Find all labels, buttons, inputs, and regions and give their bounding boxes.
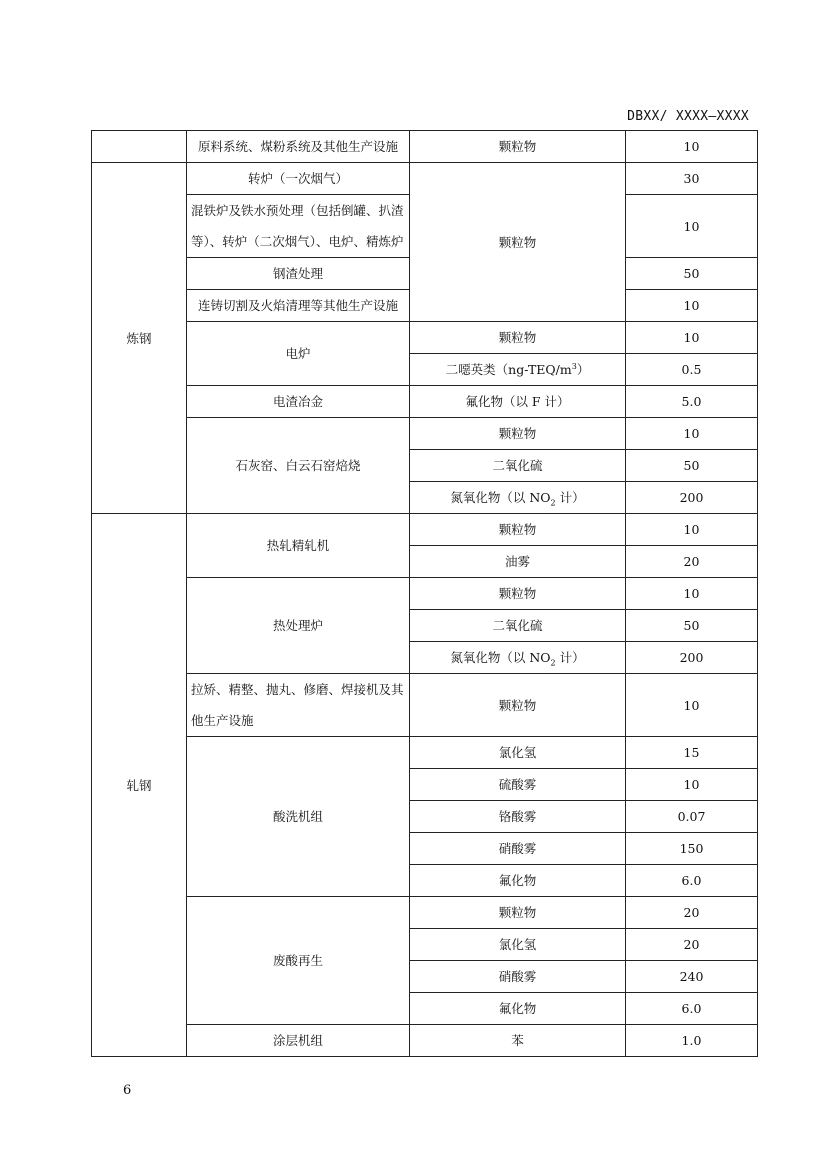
process-cell	[92, 131, 187, 163]
page-number: 6	[123, 1083, 132, 1098]
pollutant-text: 二噁英类（ng-TEQ/m	[445, 362, 572, 377]
facility-cell: 电炉	[187, 322, 410, 386]
limit-value-cell: 150	[626, 833, 758, 865]
facility-cell: 酸洗机组	[187, 737, 410, 897]
pollutant-cell: 铬酸雾	[410, 801, 626, 833]
pollutant-cell: 颗粒物	[410, 578, 626, 610]
table-row	[92, 131, 758, 163]
table-row	[92, 418, 758, 450]
subscript: 2	[550, 658, 556, 668]
limit-value-cell: 1.0	[626, 1025, 758, 1057]
limit-value-cell: 10	[626, 674, 758, 737]
facility-line: 等）、转炉（二次烟气）、电炉、精炼炉	[191, 234, 404, 249]
table-row	[92, 386, 758, 418]
pollutant-cell: 二氧化硫	[410, 450, 626, 482]
process-cell-lianggang: 炼钢	[92, 163, 187, 514]
limit-value-cell: 10	[626, 195, 758, 258]
facility-cell: 热处理炉	[187, 578, 410, 674]
pollutant-text: ）	[576, 362, 590, 377]
limit-value-cell: 20	[626, 546, 758, 578]
pollutant-cell: 二氧化硫	[410, 610, 626, 642]
pollutant-cell	[410, 354, 626, 386]
pollutant-cell: 硝酸雾	[410, 961, 626, 993]
pollutant-cell: 颗粒物	[410, 418, 626, 450]
table-row	[92, 322, 758, 354]
pollutant-cell: 苯	[410, 1025, 626, 1057]
pollutant-text: 氮氧化物（以 NO	[450, 490, 551, 505]
pollutant-cell: 油雾	[410, 546, 626, 578]
pollutant-cell: 氟化物（以 F 计）	[410, 386, 626, 418]
limit-value-cell: 0.5	[626, 354, 758, 386]
limit-value-cell: 20	[626, 929, 758, 961]
pollutant-text: 氮氧化物（以 NO	[450, 650, 551, 665]
facility-cell: 石灰窑、白云石窑焙烧	[187, 418, 410, 514]
pollutant-cell	[410, 642, 626, 674]
pollutant-text: 计）	[555, 490, 585, 505]
pollutant-text: 计）	[555, 650, 585, 665]
pollutant-cell: 氟化物	[410, 993, 626, 1025]
facility-line: 他生产设施	[191, 713, 254, 728]
limit-value-cell: 5.0	[626, 386, 758, 418]
pollutant-cell: 硫酸雾	[410, 769, 626, 801]
facility-line: 拉矫、精整、抛丸、修磨、焊接机及其	[191, 682, 404, 697]
superscript: 3	[571, 361, 577, 371]
pollutant-cell: 氯化氢	[410, 737, 626, 769]
limit-value-cell: 200	[626, 482, 758, 514]
facility-cell	[187, 674, 410, 737]
pollutant-cell: 颗粒物	[410, 897, 626, 929]
limit-value-cell: 50	[626, 258, 758, 290]
process-cell-zhagang: 轧钢	[92, 514, 187, 1057]
pollutant-cell: 氟化物	[410, 865, 626, 897]
limit-value-cell: 50	[626, 450, 758, 482]
pollutant-cell: 颗粒物	[410, 163, 626, 322]
subscript: 2	[550, 498, 556, 508]
limit-value-cell: 0.07	[626, 801, 758, 833]
limit-value-cell: 10	[626, 131, 758, 163]
limit-value-cell: 10	[626, 322, 758, 354]
limit-value-cell: 6.0	[626, 865, 758, 897]
table-row	[92, 578, 758, 610]
pollutant-cell: 颗粒物	[410, 674, 626, 737]
facility-cell: 废酸再生	[187, 897, 410, 1025]
pollutant-cell: 颗粒物	[410, 514, 626, 546]
pollutant-cell: 颗粒物	[410, 131, 626, 163]
limit-value-cell: 6.0	[626, 993, 758, 1025]
pollutant-cell	[410, 482, 626, 514]
limit-value-cell: 10	[626, 578, 758, 610]
limit-value-cell: 10	[626, 418, 758, 450]
limit-value-cell: 10	[626, 769, 758, 801]
document-code: DBXX/ XXXX—XXXX	[627, 109, 749, 124]
limit-value-cell: 50	[626, 610, 758, 642]
limit-value-cell: 20	[626, 897, 758, 929]
emission-limits-table	[91, 130, 758, 1057]
table-row	[92, 163, 758, 195]
table-row	[92, 514, 758, 546]
limit-value-cell: 10	[626, 290, 758, 322]
limit-value-cell: 200	[626, 642, 758, 674]
facility-cell: 转炉（一次烟气）	[187, 163, 410, 195]
table-row	[92, 897, 758, 929]
limit-value-cell: 30	[626, 163, 758, 195]
facility-cell: 涂层机组	[187, 1025, 410, 1057]
facility-cell: 原料系统、煤粉系统及其他生产设施	[187, 131, 410, 163]
facility-cell	[187, 195, 410, 258]
facility-cell: 连铸切割及火焰清理等其他生产设施	[187, 290, 410, 322]
table-row	[92, 737, 758, 769]
facility-cell: 钢渣处理	[187, 258, 410, 290]
table-row	[92, 1025, 758, 1057]
limit-value-cell: 240	[626, 961, 758, 993]
pollutant-cell: 颗粒物	[410, 322, 626, 354]
limit-value-cell: 15	[626, 737, 758, 769]
limit-value-cell: 10	[626, 514, 758, 546]
facility-cell: 电渣冶金	[187, 386, 410, 418]
facility-cell: 热轧精轧机	[187, 514, 410, 578]
pollutant-cell: 硝酸雾	[410, 833, 626, 865]
facility-line: 混铁炉及铁水预处理（包括倒罐、扒渣	[191, 203, 404, 218]
pollutant-cell: 氯化氢	[410, 929, 626, 961]
